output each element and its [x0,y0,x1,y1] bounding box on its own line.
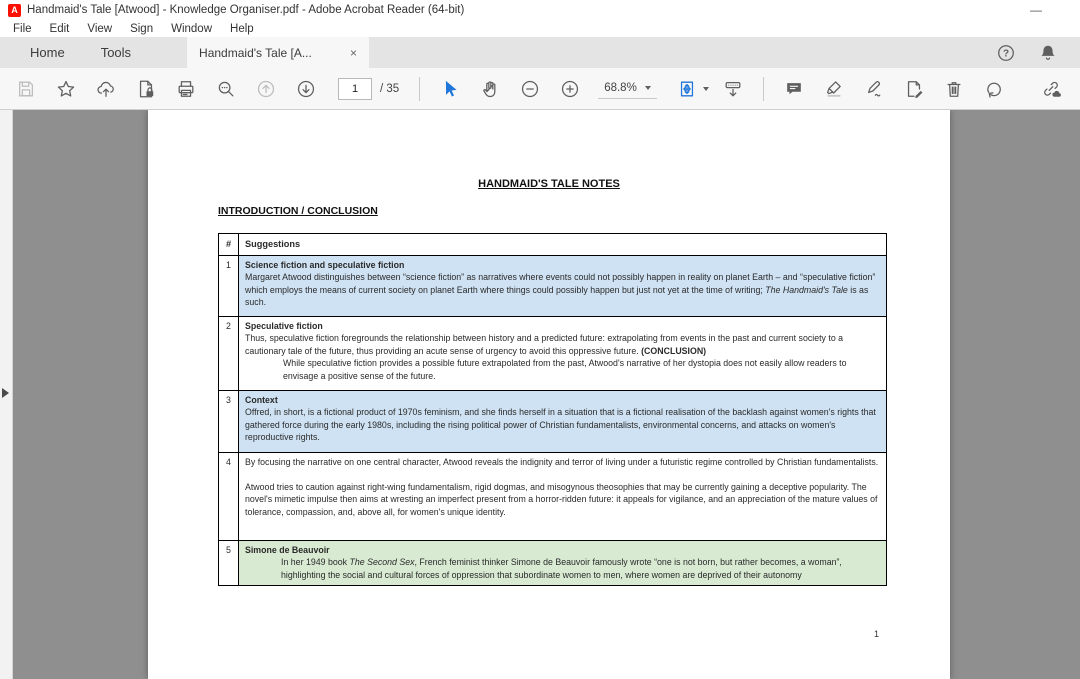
comment-icon[interactable] [779,74,809,104]
save-icon[interactable] [11,74,41,104]
title-bar [0,0,1080,20]
row-title: Science fiction and speculative fiction [245,260,405,270]
toolbar-divider [763,77,764,101]
row-text [239,317,886,390]
main-toolbar [0,68,1080,110]
page-fit-icon[interactable] [672,74,702,104]
minimize-button[interactable]: — [1030,3,1042,17]
table-header-row [219,234,886,256]
pdf-page [148,110,950,679]
previous-page-icon[interactable] [251,74,281,104]
highlight-icon[interactable] [819,74,849,104]
page-fit-chevron-icon[interactable] [703,87,709,91]
tab-document[interactable] [187,37,369,68]
header-num: # [219,234,239,255]
document-title: HANDMAID'S TALE NOTES [478,178,620,190]
navigation-panel-strip [0,110,13,679]
row-title: Speculative fiction [245,321,323,331]
next-page-icon[interactable] [291,74,321,104]
share-cloud-icon[interactable] [91,74,121,104]
print-icon[interactable] [171,74,201,104]
tab-tools[interactable]: Tools [100,45,132,60]
row-number: 5 [219,541,239,585]
row-title: Simone de Beauvoir [245,545,330,555]
page-number-footer: 1 [874,629,880,639]
document-pane[interactable] [0,110,1080,679]
menu-sign[interactable]: Sign [130,22,154,35]
tab-bar [0,37,1080,68]
row-number: 4 [219,453,239,540]
fill-and-sign-icon[interactable] [859,74,889,104]
section-heading: INTRODUCTION / CONCLUSION [218,205,378,217]
row-body: Thus, speculative fiction foregrounds the relationship between history and a predicted future: extrapolating from events in the past and current society to a cautionary tale of the future, thus providing an acute sense of urgency to avoid this oppressive future. [245,333,844,356]
header-label: Suggestions [245,239,301,250]
row-number: 2 [219,317,239,390]
tab-document-label: Handmaid's Tale [A... [199,45,312,60]
expand-panel-icon[interactable] [2,388,9,398]
zoom-level-dropdown[interactable] [598,79,657,99]
row-body: is as such. [245,284,869,308]
row-indented-body [245,556,879,581]
zoom-out-icon[interactable] [515,74,545,104]
toolbar-divider [419,77,420,101]
table-row [219,256,886,317]
chevron-down-icon [645,86,651,90]
row-text [239,453,886,540]
menu-bar [0,20,1080,37]
row-italic: The Handmaid's Tale [765,284,848,295]
table-row [219,391,886,453]
row-indented-body: While speculative fiction provides a possible future extrapolated from the past, Atwood's narrative of her dystopia does not easily allow readers to envisage a positive sense of the future. [283,358,847,381]
select-tool-icon[interactable] [435,74,465,104]
page-total-label: / 35 [380,82,400,95]
row-text [239,256,886,316]
table-row [219,453,886,541]
protect-document-icon[interactable] [131,74,161,104]
row-body: By focusing the narrative on one central character, Atwood reveals the indignity and terror of living under a futuristic regime controlled by Christian fundamentalists. [245,457,879,467]
row-text [239,391,886,452]
scrolling-mode-icon[interactable] [718,74,748,104]
row-body: In her 1949 book [281,557,350,568]
window-title: Handmaid's Tale [Atwood] - Knowledge Organiser.pdf - Adobe Acrobat Reader (64-bit) [27,4,465,16]
menu-window[interactable]: Window [171,22,213,35]
row-text [239,541,886,585]
row-title: Context [245,395,278,405]
row-body: Margaret Atwood distinguishes between “science fiction” as narratives where events could not possibly happen in reality on planet Earth – and “speculative fiction” which employs the means of current society on planet Earth where things could possibly happen but just not yet at the time of writing; [245,272,876,295]
menu-file[interactable]: File [13,22,32,35]
star-favorite-icon[interactable] [51,74,81,104]
table-row [219,541,886,586]
row-number: 1 [219,256,239,316]
edit-pdf-icon[interactable] [899,74,929,104]
hand-tool-icon[interactable] [475,74,505,104]
svg-text:?: ? [1002,48,1010,60]
zoom-level-value: 68.8% [604,81,637,94]
row-body: Offred, in short, is a fictional product of 1970s feminism, and she finds herself in a situation that is a fictional realisation of the backlash against women's rights that gathered force during the early 1980s, including the rising political power of Christian fundamentalists, environmental concerns, and attacks on women's reproductive rights. [245,407,876,443]
row-bold: (CONCLUSION) [641,345,707,356]
rotate-icon[interactable] [979,74,1009,104]
find-icon[interactable] [211,74,241,104]
row-number: 3 [219,391,239,452]
zoom-in-icon[interactable] [555,74,585,104]
table-row [219,317,886,391]
menu-help[interactable]: Help [230,22,254,35]
help-icon[interactable] [996,43,1016,63]
menu-view[interactable]: View [87,22,113,35]
row-body: Atwood tries to caution against right-wing fundamentalism, rigid dogmas, and misogynous theosophies that may be currently gaining a deceptive popularity. The novel's mimetic impulse then aims at wresting an imperfect present from a horror-ridden future: it appeals for vigilance, and an appreciation of the mature values of tolerance, compassion, and, above all, for women's unique identity. [245,481,878,517]
acrobat-logo-icon: A [8,4,21,17]
row-italic: The Second Sex [349,557,415,568]
tab-close-icon[interactable]: × [350,45,358,60]
tab-home[interactable]: Home [30,45,65,60]
notifications-bell-icon[interactable] [1038,43,1058,63]
share-link-icon[interactable] [1036,74,1066,104]
menu-edit[interactable]: Edit [49,22,70,35]
row-body: , French feminist thinker Simone de Beauvoir famously wrote “one is not born, but rather becomes, a woman”, highlighting the social and cultural forces of oppression that subordinate women to men, where women are deprived of their autonomy [281,557,842,580]
delete-pages-icon[interactable] [939,74,969,104]
page-number-input[interactable] [338,78,372,100]
notes-table [218,233,887,586]
